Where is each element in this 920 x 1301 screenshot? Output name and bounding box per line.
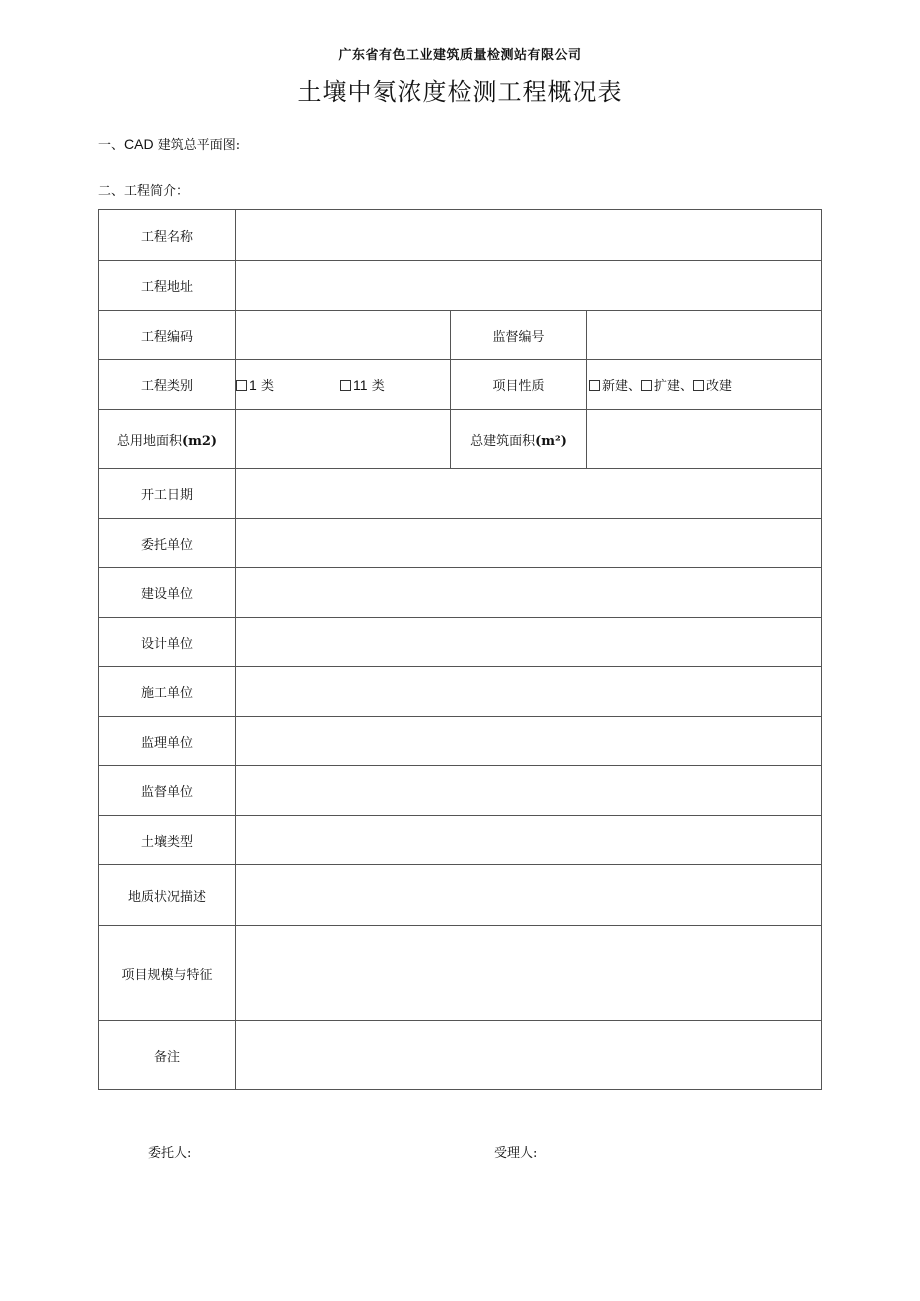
field-oversight-unit[interactable] bbox=[236, 766, 822, 816]
field-project-nature bbox=[587, 360, 822, 410]
table-row bbox=[99, 926, 822, 1021]
table-row bbox=[99, 568, 822, 618]
label-oversight-unit: 监督单位 bbox=[99, 766, 236, 816]
table-row bbox=[99, 717, 822, 766]
cad-label: CAD bbox=[124, 136, 154, 152]
field-start-date[interactable] bbox=[236, 469, 822, 519]
label-soil-type: 土壤类型 bbox=[99, 816, 236, 865]
table-row bbox=[99, 618, 822, 667]
table-row bbox=[99, 311, 822, 360]
table-row bbox=[99, 360, 822, 410]
checkbox-icon[interactable] bbox=[589, 380, 600, 391]
table-row bbox=[99, 210, 822, 261]
label-start-date: 开工日期 bbox=[99, 469, 236, 519]
checkbox-icon[interactable] bbox=[236, 380, 247, 391]
label-project-code: 工程编码 bbox=[99, 311, 236, 360]
table-row bbox=[99, 469, 822, 519]
field-scale[interactable] bbox=[236, 926, 822, 1021]
field-supervision-no[interactable] bbox=[587, 311, 822, 360]
field-supervisor-unit[interactable] bbox=[236, 717, 822, 766]
section-cad-plan bbox=[98, 134, 240, 153]
label-builder-unit: 施工单位 bbox=[99, 667, 236, 717]
label-design-unit: 设计单位 bbox=[99, 618, 236, 667]
receiver-signature-label: 受理人: bbox=[494, 1146, 538, 1161]
section-number: 一、 bbox=[98, 138, 125, 153]
checkbox-icon[interactable] bbox=[693, 380, 704, 391]
field-land-area[interactable] bbox=[236, 410, 451, 469]
table-row bbox=[99, 410, 822, 469]
label-supervision-no: 监督编号 bbox=[451, 311, 587, 360]
field-client-unit[interactable] bbox=[236, 519, 822, 568]
label-client-unit: 委托单位 bbox=[99, 519, 236, 568]
label-land-area: 总用地面积(m2) bbox=[99, 410, 236, 469]
label-building-area: 总建筑面积(m²) bbox=[451, 410, 587, 469]
checkbox-icon[interactable] bbox=[641, 380, 652, 391]
label-geology: 地质状况描述 bbox=[99, 865, 236, 926]
field-design-unit[interactable] bbox=[236, 618, 822, 667]
table-row bbox=[99, 667, 822, 717]
company-name: 广东省有色工业建筑质量检测站有限公司 bbox=[338, 48, 582, 63]
field-construction-unit[interactable] bbox=[236, 568, 822, 618]
field-geology[interactable] bbox=[236, 865, 822, 926]
nature-option-rebuild: 改建 bbox=[706, 379, 733, 394]
label-project-category: 工程类别 bbox=[99, 360, 236, 410]
table-row bbox=[99, 766, 822, 816]
label-supervisor-unit: 监理单位 bbox=[99, 717, 236, 766]
label-project-name: 工程名称 bbox=[99, 210, 236, 261]
nature-option-new: 新建、 bbox=[602, 379, 642, 394]
category-option-1[interactable]: 1 类 bbox=[236, 375, 340, 394]
table-row bbox=[99, 816, 822, 865]
field-project-name[interactable] bbox=[236, 210, 822, 261]
table-row bbox=[99, 865, 822, 926]
client-signature-label: 委托人: bbox=[148, 1146, 192, 1161]
field-project-code[interactable] bbox=[236, 311, 451, 360]
field-project-address[interactable] bbox=[236, 261, 822, 311]
field-remarks[interactable] bbox=[236, 1021, 822, 1090]
label-project-address: 工程地址 bbox=[99, 261, 236, 311]
field-project-category bbox=[236, 360, 451, 410]
project-overview-table bbox=[98, 209, 822, 1090]
label-project-nature: 项目性质 bbox=[451, 360, 587, 410]
label-remarks: 备注 bbox=[99, 1021, 236, 1090]
section-project-intro: 二、工程简介： bbox=[98, 184, 190, 199]
field-building-area[interactable] bbox=[587, 410, 822, 469]
field-builder-unit[interactable] bbox=[236, 667, 822, 717]
section-text: 建筑总平面图: bbox=[157, 138, 241, 153]
label-construction-unit: 建设单位 bbox=[99, 568, 236, 618]
form-title: 土壤中氡浓度检测工程概况表 bbox=[297, 78, 623, 106]
table-row bbox=[99, 519, 822, 568]
checkbox-icon[interactable] bbox=[340, 380, 351, 391]
label-scale: 项目规模与特征 bbox=[99, 926, 236, 1021]
table-row bbox=[99, 1021, 822, 1090]
field-soil-type[interactable] bbox=[236, 816, 822, 865]
table-row bbox=[99, 261, 822, 311]
nature-option-expand: 扩建、 bbox=[654, 379, 694, 394]
category-option-2[interactable]: 11 类 bbox=[340, 375, 385, 394]
